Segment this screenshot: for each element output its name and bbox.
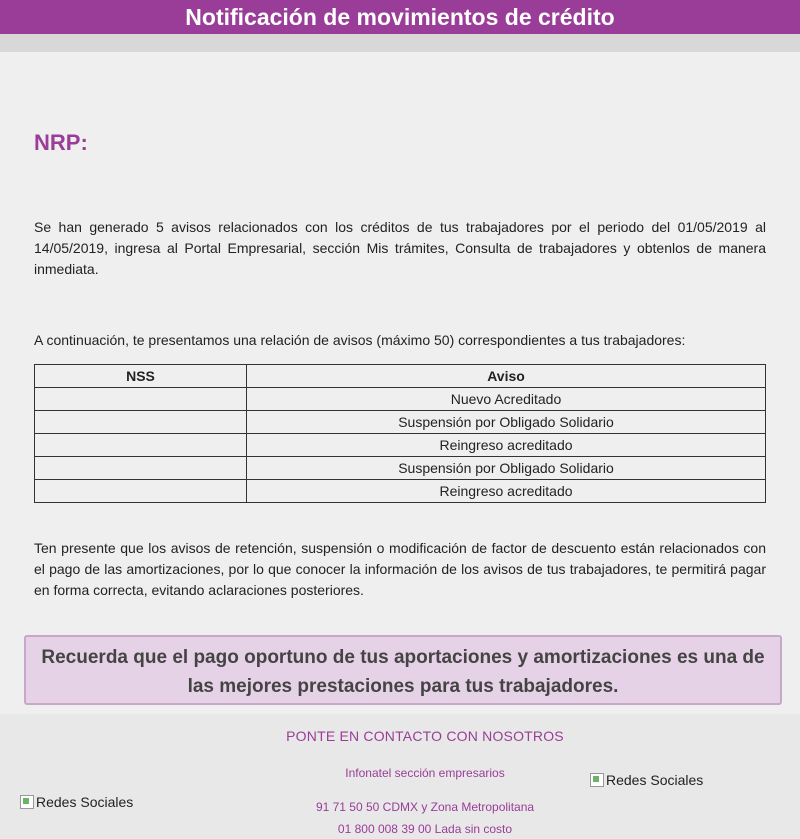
aviso-cell: Suspensión por Obligado Solidario (247, 411, 766, 434)
banner-line-2: las mejores prestaciones para tus trabajadores. (187, 676, 619, 697)
aviso-cell: Nuevo Acreditado (247, 388, 766, 411)
infonatel-link[interactable]: Infonatel sección empresarios (345, 766, 505, 780)
table-row (35, 388, 766, 411)
aviso-cell: Suspensión por Obligado Solidario (247, 457, 766, 480)
nss-cell (35, 388, 247, 411)
header-bar (0, 0, 800, 34)
main-content (0, 130, 800, 601)
nss-cell (35, 480, 247, 503)
social-networks-image-right[interactable] (590, 772, 703, 788)
reminder-banner (24, 635, 782, 705)
table-row (35, 434, 766, 457)
column-header-nss: NSS (35, 365, 247, 388)
table-row (35, 411, 766, 434)
contact-title: PONTE EN CONTACTO CON NOSOTROS (286, 728, 564, 744)
table-header-row (35, 365, 766, 388)
phone-cdmx: 91 71 50 50 CDMX y Zona Metropolitana (315, 800, 535, 814)
nrp-label: NRP: (34, 130, 88, 155)
banner-line-1: Recuerda que el pago oportuno de tus aportaciones y amortizaciones es una de (41, 647, 765, 668)
broken-image-icon (20, 795, 34, 809)
footer (0, 714, 800, 839)
social-networks-alt-right: Redes Sociales (606, 772, 704, 788)
header-divider (0, 34, 800, 52)
nss-cell (35, 434, 247, 457)
aviso-cell: Reingreso acreditado (247, 480, 766, 503)
social-networks-alt-left: Redes Sociales (36, 794, 134, 810)
intro-paragraph: Se han generado 5 avisos relacionados con los créditos de tus trabajadores por el periodo del 01/05/2019 al 14/05/2019, ingresa al Portal Empresarial, sección Mis trámites, Consulta de trabajadores y obtenlos de manera inmediata. (34, 219, 766, 277)
aviso-cell: Reingreso acreditado (247, 434, 766, 457)
nss-cell (35, 411, 247, 434)
avisos-table (34, 364, 766, 503)
table-row (35, 480, 766, 503)
list-intro-paragraph: A continuación, te presentamos una relación de avisos (máximo 50) correspondientes a tus trabajadores: (34, 332, 686, 348)
phone-toll-free: 01 800 008 39 00 Lada sin costo (337, 822, 513, 836)
notice-paragraph: Ten presente que los avisos de retención, suspensión o modificación de factor de descuento están relacionados con el pago de las amortizaciones, por lo que conocer la información de los avisos de tus trabajadores, te permitirá pagar en forma correcta, evitando aclaraciones posteriores. (34, 540, 766, 598)
table-row (35, 457, 766, 480)
page-title: Notificación de movimientos de crédito (185, 4, 615, 30)
nss-cell (35, 457, 247, 480)
broken-image-icon (590, 773, 604, 787)
column-header-aviso: Aviso (247, 365, 766, 388)
social-networks-image-left[interactable] (20, 794, 133, 810)
